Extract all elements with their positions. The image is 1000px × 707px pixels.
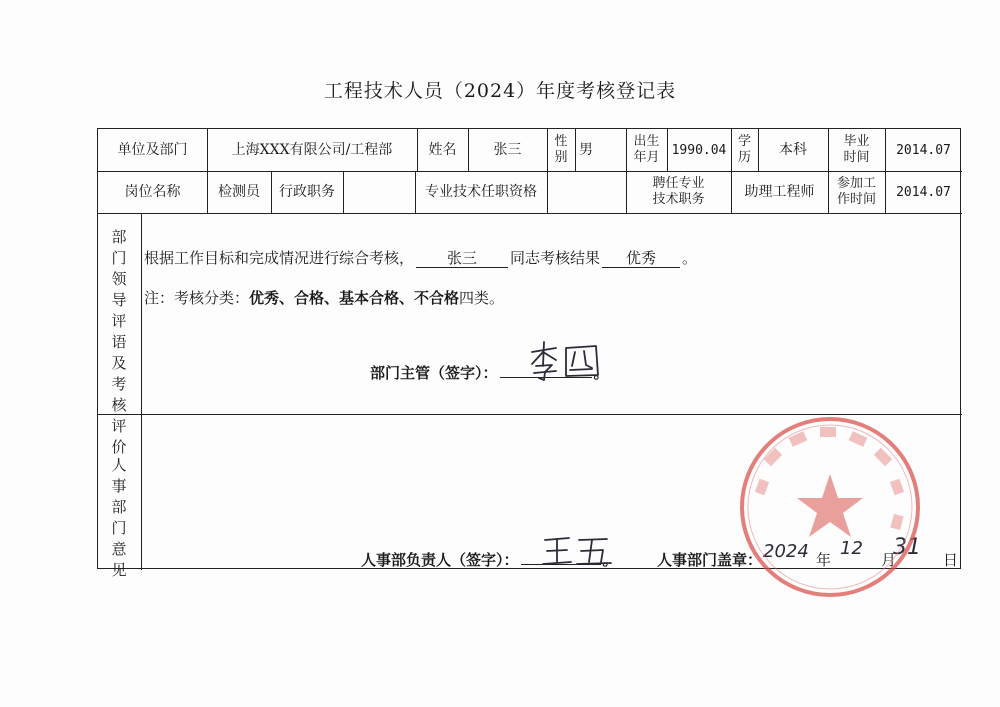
admin-label: 行政职务	[279, 183, 335, 200]
grad-value: 2014.07	[896, 142, 951, 158]
hire-value: 助理工程师	[744, 183, 815, 200]
evaluation-sentence: 根据工作目标和完成情况进行综合考核， 张三 同志考核结果 优秀 。	[144, 249, 698, 267]
unit-value: 上海XXX有限公司/工程部	[231, 141, 393, 158]
unit-label: 单位及部门	[117, 141, 188, 158]
evaluation-result: 优秀	[602, 249, 680, 268]
date-day: 31	[893, 535, 921, 560]
date-month: 12	[840, 538, 863, 559]
admin-value	[343, 171, 415, 213]
post-value: 检测员	[218, 183, 260, 200]
date-year-unit: 年	[816, 551, 832, 569]
name-label: 姓名	[428, 141, 457, 158]
work-label: 参加工作时间	[836, 176, 876, 207]
birth-label: 出生年月	[633, 134, 660, 165]
form-title: 工程技术人员（2024）年度考核登记表	[323, 80, 677, 102]
date-day-unit: 日	[943, 551, 959, 569]
hire-label: 聘任专业技术职务	[652, 176, 705, 207]
hr-signature-line: 人事部负责人（签字）： 。	[361, 551, 618, 569]
name-value: 张三	[493, 141, 522, 158]
evaluated-person: 张三	[416, 249, 508, 268]
edu-label: 学历	[737, 134, 751, 165]
hr-section-label: 人事部门意见	[111, 456, 127, 579]
grad-label: 毕业时间	[843, 134, 870, 165]
note-categories: 优秀、合格、基本合格、不合格	[249, 289, 460, 307]
hr-seal-label: 人事部门盖章：	[657, 551, 763, 569]
supervisor-signature-line: 部门主管（签字）： 。	[370, 364, 609, 382]
tech-qual-label: 专业技术任职资格	[425, 183, 537, 200]
evaluation-note: 注：考核分类：优秀、合格、基本合格、不合格四类。	[144, 289, 505, 307]
date-month-unit: 月	[881, 551, 897, 569]
tech-qual-value	[547, 171, 626, 213]
evaluation-section-label: 部门领导评语及考核评价	[111, 228, 127, 456]
official-seal-stamp	[735, 412, 925, 602]
post-label: 岗位名称	[124, 183, 181, 200]
supervisor-signature	[526, 338, 616, 382]
birth-value: 1990.04	[671, 142, 727, 158]
gender-label: 性别	[554, 134, 568, 165]
edu-value: 本科	[779, 141, 807, 158]
work-value: 2014.07	[896, 184, 951, 200]
gender-value: 男	[579, 141, 593, 158]
hr-head-signature	[541, 534, 621, 570]
date-year: 2024	[763, 541, 809, 562]
